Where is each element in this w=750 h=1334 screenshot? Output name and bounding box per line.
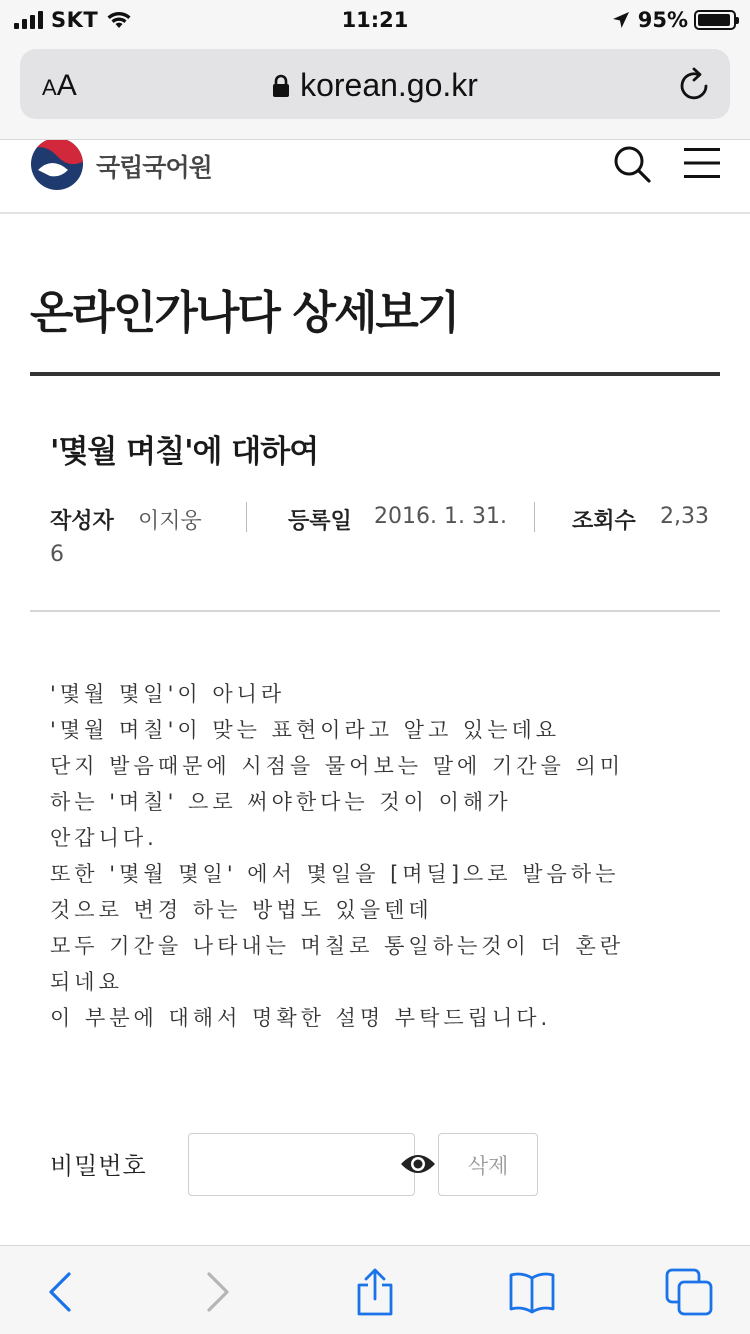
post-body-line: '몇월 며칠'이 맞는 표현이라고 알고 있는데요: [50, 718, 561, 742]
url-display[interactable]: [20, 67, 730, 104]
post-meta: [50, 500, 710, 572]
hamburger-menu-icon[interactable]: [684, 148, 720, 178]
post-body-line: 것으로 변경 하는 방법도 있을텐데: [50, 898, 433, 922]
meta-separator: [534, 502, 535, 532]
title-divider: [30, 372, 720, 376]
site-name[interactable]: 국립국어원: [96, 153, 212, 182]
reload-icon[interactable]: [678, 66, 712, 102]
post-body: [50, 676, 710, 1036]
text-size-button[interactable]: AA: [42, 69, 77, 102]
post-body-line: 안갑니다.: [50, 826, 158, 850]
share-icon[interactable]: [351, 1268, 399, 1316]
battery-percentage: 95%: [637, 8, 688, 32]
status-bar: [0, 0, 750, 40]
url-text: korean.go.kr: [300, 67, 478, 103]
author-label: 작성자: [50, 509, 114, 534]
chevron-left-icon[interactable]: [37, 1268, 85, 1316]
post-body-line: 단지 발음때문에 시점을 물어보는 말에 기간을 의미: [50, 754, 625, 778]
views-value: 2,33: [660, 504, 709, 529]
site-header: [0, 140, 750, 214]
national-institute-logo-icon[interactable]: [30, 140, 84, 190]
password-label: 비밀번호: [50, 1152, 147, 1180]
meta-divider: [30, 610, 720, 612]
page-title: 온라인가나다 상세보기: [30, 286, 459, 339]
post-body-line: 이 부분에 대해서 명확한 설명 부탁드립니다.: [50, 1006, 552, 1030]
post-body-line: '몇월 몇일'이 아니라: [50, 682, 286, 706]
author-value: 이지웅: [138, 509, 202, 534]
carrier-name: SKT: [51, 8, 99, 32]
location-arrow-icon: [612, 11, 630, 29]
post-title: '몇월 며칠'에 대하여: [50, 434, 319, 470]
address-bar[interactable]: [20, 49, 730, 119]
views-label: 조회수: [572, 509, 636, 534]
post-body-line: 모두 기간을 나타내는 며칠로 통일하는것이 더 혼란: [50, 934, 625, 958]
post-body-line: 되네요: [50, 970, 123, 994]
date-label: 등록일: [288, 509, 352, 534]
tabs-icon[interactable]: [665, 1268, 713, 1316]
meta-separator: [246, 502, 247, 532]
delete-button[interactable]: 삭제: [438, 1133, 538, 1196]
battery-icon: [694, 10, 736, 30]
views-value-wrap: 6: [50, 542, 64, 567]
password-input[interactable]: [188, 1133, 415, 1196]
chevron-right-icon[interactable]: [193, 1268, 241, 1316]
browser-toolbar: [0, 1245, 750, 1334]
post-body-line: 또한 '몇월 몇일' 에서 몇일을 [며딜]으로 발음하는: [50, 862, 620, 886]
lock-icon: [272, 74, 290, 98]
date-value: 2016. 1. 31.: [374, 504, 507, 529]
book-icon[interactable]: [508, 1268, 556, 1316]
eye-icon[interactable]: [400, 1150, 436, 1178]
browser-address-area: [0, 40, 750, 140]
post-body-line: 하는 '며칠' 으로 써야한다는 것이 이해가: [50, 790, 512, 814]
search-icon[interactable]: [612, 144, 652, 184]
clock: 11:21: [341, 8, 409, 32]
